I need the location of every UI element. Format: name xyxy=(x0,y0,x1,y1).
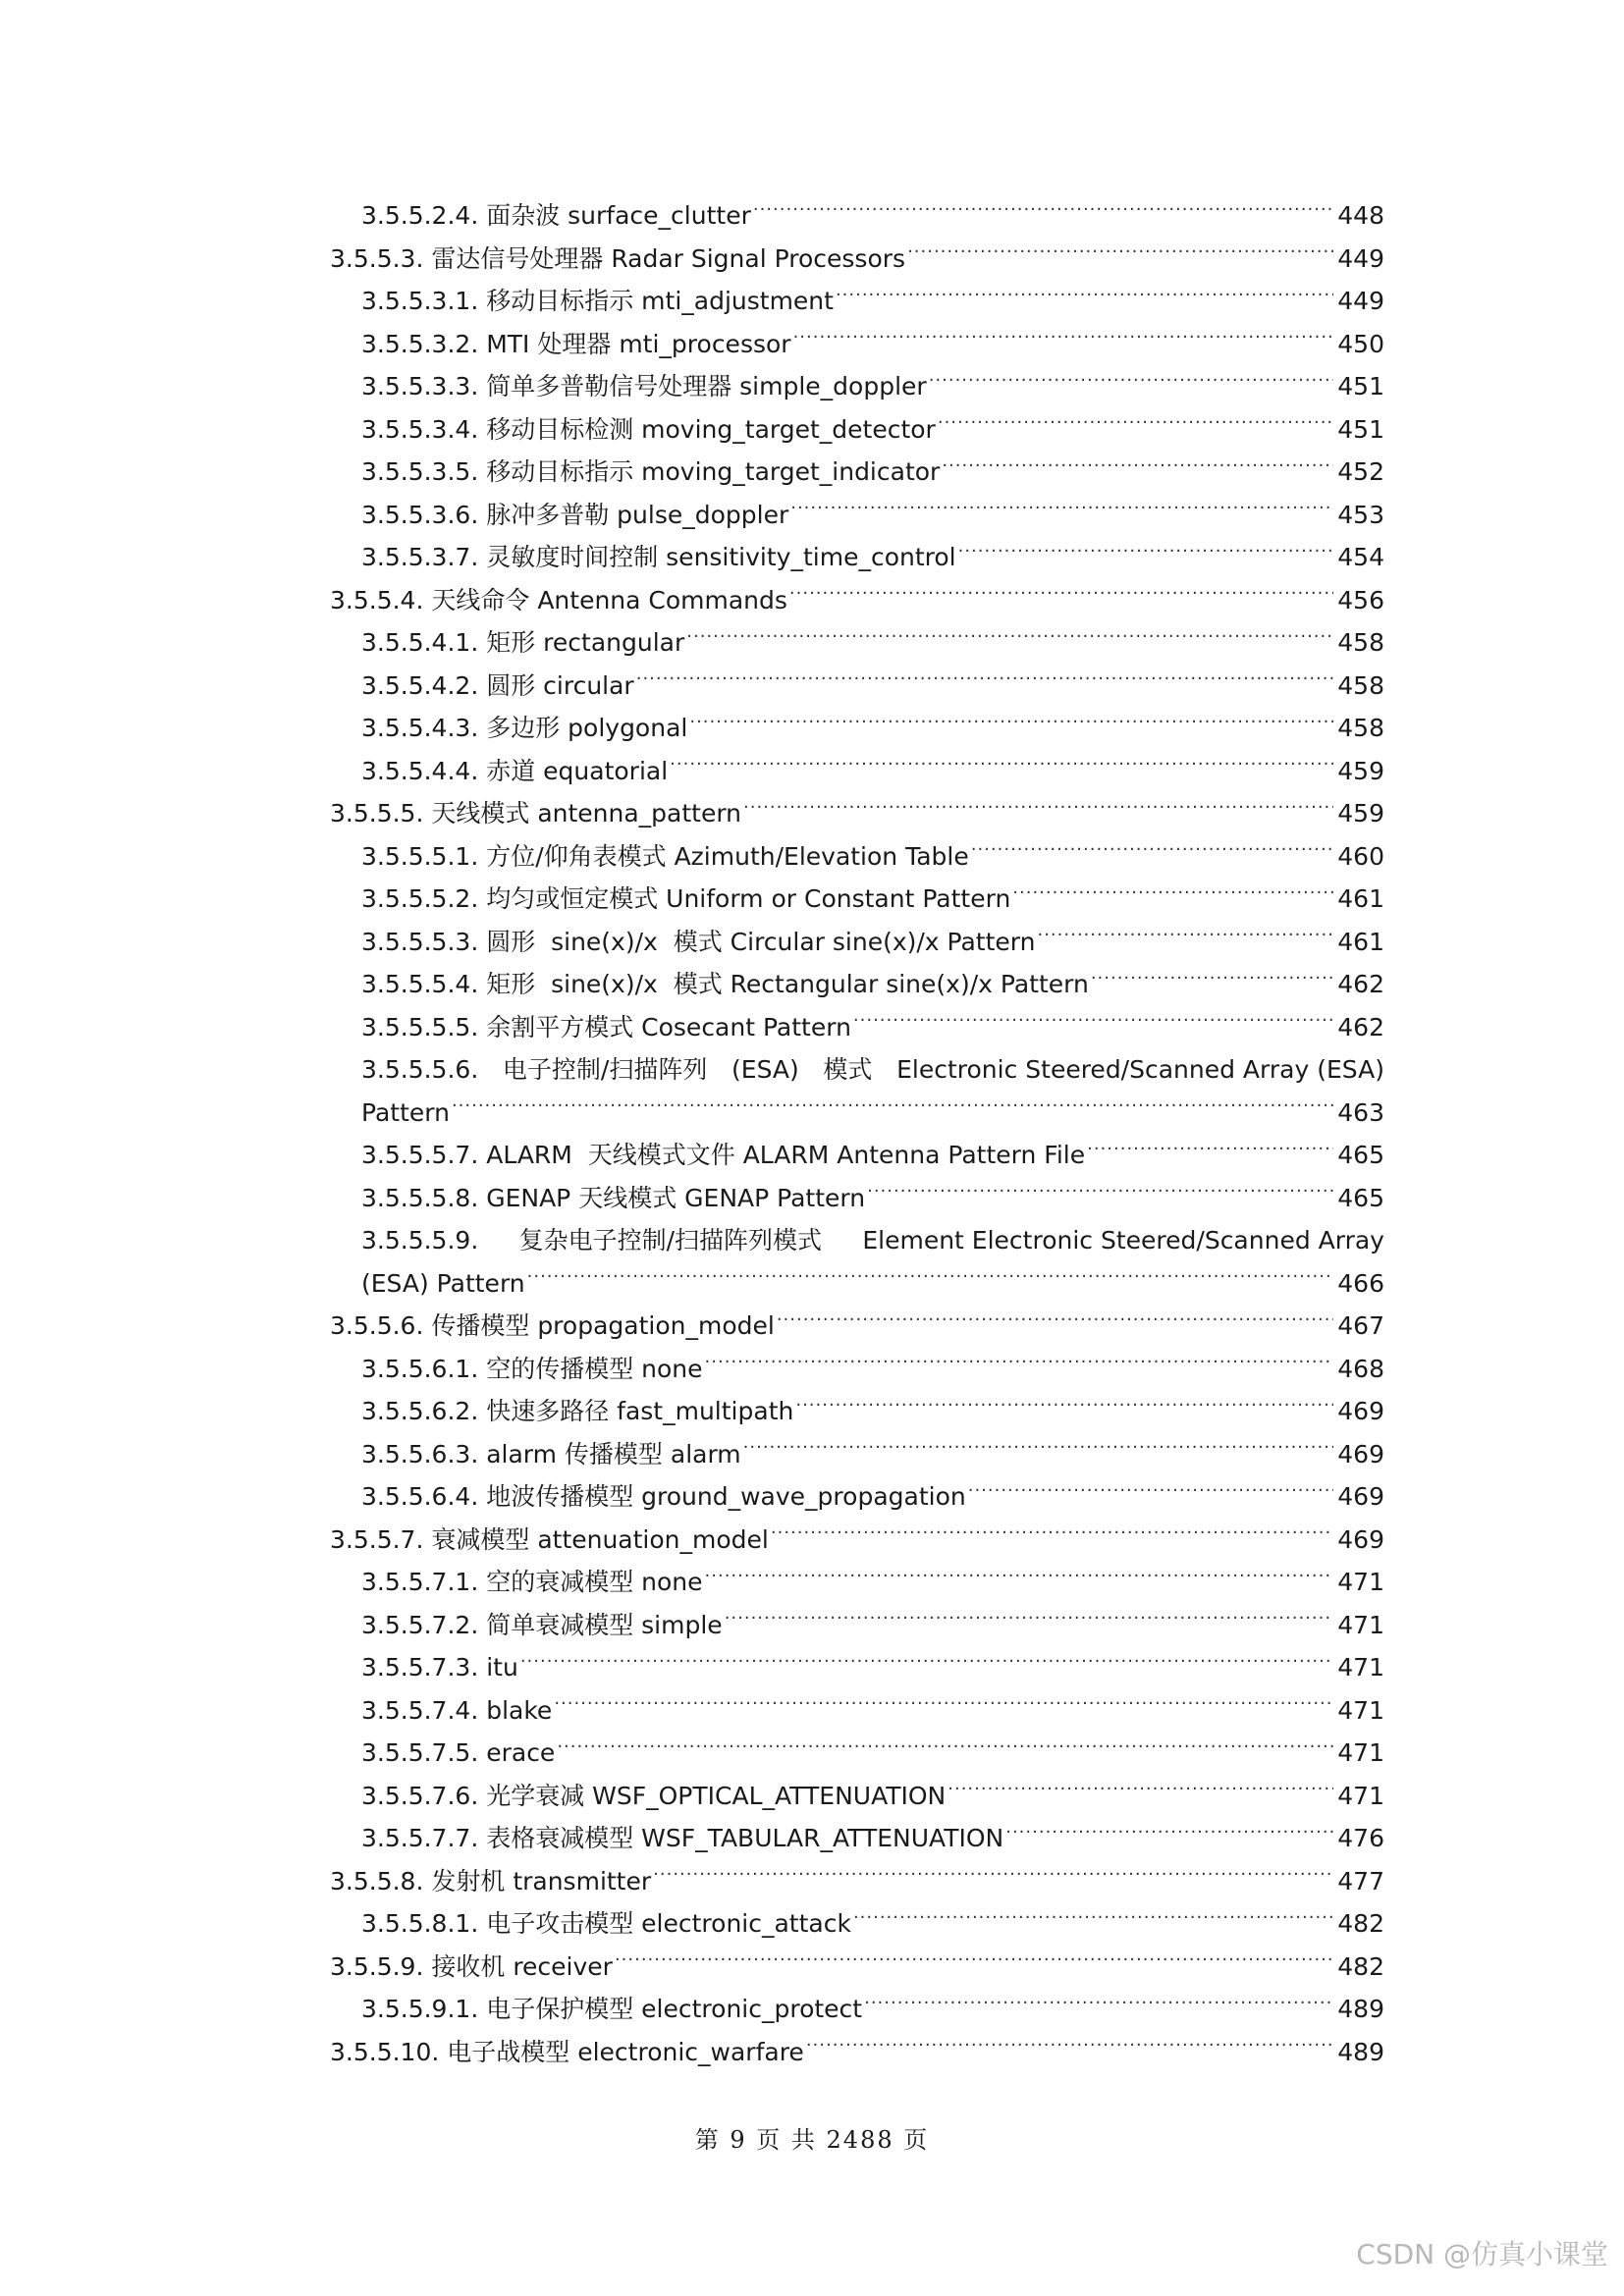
dot-leader xyxy=(853,1011,1333,1036)
dot-leader xyxy=(806,2036,1333,2060)
toc-entry-title xyxy=(361,323,793,366)
toc-entry-label-part: 模式 xyxy=(823,1055,873,1084)
toc-entry-page: 458 xyxy=(1337,670,1384,700)
toc-entry-page: 471 xyxy=(1337,1738,1384,1767)
toc-entry[interactable] xyxy=(330,280,1384,323)
dot-leader xyxy=(725,1609,1334,1633)
toc-entry-title xyxy=(330,1305,777,1348)
toc-entry-page: 471 xyxy=(1337,1695,1384,1725)
toc-entry-page: 469 xyxy=(1337,1439,1384,1468)
toc-entry[interactable] xyxy=(330,1561,1384,1604)
toc-entry-number: 3.5.5.3.5. xyxy=(361,457,479,486)
toc-entry-number: 3.5.5.9.1. xyxy=(361,1995,479,2023)
toc-entry-page: 489 xyxy=(1337,1995,1384,2023)
toc-entry-label: 矩形 sine(x)/x 模式 Rectangular sine(x)/x Pattern xyxy=(478,970,1089,998)
toc-entry-label: 简单衰减模型 simple xyxy=(478,1610,723,1639)
toc-entry-title xyxy=(330,238,907,281)
toc-entry-label: erace xyxy=(478,1738,556,1767)
toc-entry-number: 3.5.5.4. xyxy=(330,585,424,614)
toc-entry[interactable] xyxy=(330,1732,1384,1775)
toc-entry-title xyxy=(361,1604,725,1647)
toc-entry-title xyxy=(361,1561,705,1604)
toc-entry[interactable] xyxy=(330,194,1384,238)
toc-entry-label: 衰减模型 attenuation_model xyxy=(423,1524,769,1554)
toc-entry[interactable] xyxy=(330,1689,1384,1733)
toc-entry[interactable] xyxy=(330,1988,1384,2031)
toc-entry-page: 451 xyxy=(1337,372,1384,400)
toc-entry[interactable] xyxy=(330,1134,1384,1177)
toc-entry-page: 463 xyxy=(1337,1097,1384,1127)
toc-entry-label: GENAP 天线模式 GENAP Pattern xyxy=(478,1183,866,1212)
toc-entry[interactable] xyxy=(330,1646,1384,1689)
toc-entry-number: 3.5.5.7.7. xyxy=(361,1824,479,1852)
toc-entry-title xyxy=(330,792,743,835)
toc-entry[interactable] xyxy=(330,665,1384,708)
toc-entry[interactable] xyxy=(330,1177,1384,1220)
toc-entry-number: 3.5.5.3.7. xyxy=(361,543,479,571)
toc-entry-page: 449 xyxy=(1337,243,1384,273)
toc-entry[interactable] xyxy=(330,1006,1384,1049)
toc-entry-title xyxy=(361,665,636,708)
toc-entry-label: 脉冲多普勒 pulse_doppler xyxy=(478,500,789,529)
toc-entry-label: 天线命令 Antenna Commands xyxy=(423,585,787,614)
toc-entry-page: 471 xyxy=(1337,1610,1384,1639)
toc-entry-title xyxy=(361,878,1012,921)
toc-entry-number: 3.5.5.7.3. xyxy=(361,1653,479,1682)
toc-entry-page: 461 xyxy=(1337,927,1384,956)
dot-leader xyxy=(958,541,1334,565)
dot-leader xyxy=(929,370,1334,395)
dot-leader xyxy=(705,1353,1334,1377)
toc-entry-number: 3.5.5.5. xyxy=(330,799,424,828)
toc-entry[interactable] xyxy=(330,1305,1384,1348)
toc-entry[interactable] xyxy=(330,621,1384,665)
toc-entry-label: 简单多普勒信号处理器 simple_doppler xyxy=(478,372,927,400)
dot-leader xyxy=(1091,968,1333,992)
toc-entry-number: 3.5.5.8.1. xyxy=(361,1909,479,1938)
toc-entry-page: 469 xyxy=(1337,1524,1384,1554)
toc-entry-label-part: Element Electronic Steered/Scanned Array xyxy=(862,1226,1384,1255)
toc-entry-number: 3.5.5.2.4. xyxy=(361,201,479,230)
toc-entry-title xyxy=(361,280,836,323)
toc-entry-title xyxy=(361,1689,554,1733)
toc-entry[interactable] xyxy=(330,494,1384,537)
toc-entry-page: 450 xyxy=(1337,329,1384,358)
toc-entry-number: 3.5.5.7.1. xyxy=(361,1568,479,1596)
toc-entry-number: 3.5.5.7.5. xyxy=(361,1738,479,1767)
toc-entry-page: 469 xyxy=(1337,1397,1384,1425)
toc-entry-title xyxy=(361,707,689,750)
toc-entry-title xyxy=(361,1475,968,1519)
toc-entry-label: 光学衰减 WSF_OPTICAL_ATTENUATION xyxy=(478,1781,947,1810)
toc-entry-number: 3.5.5.7. xyxy=(330,1524,424,1554)
toc-entry[interactable] xyxy=(330,1946,1384,1989)
toc-entry-label: 电子保护模型 electronic_protect xyxy=(478,1995,863,2023)
toc-entry-page: 471 xyxy=(1337,1568,1384,1596)
toc-entry-label: 快速多路径 fast_multipath xyxy=(478,1397,794,1425)
toc-entry-number: 3.5.5.6. xyxy=(330,1311,424,1340)
toc-entry-label: 多边形 polygonal xyxy=(478,714,688,742)
toc-entry-title xyxy=(361,494,790,537)
toc-entry[interactable] xyxy=(330,1348,1384,1391)
toc-entry-title xyxy=(361,921,1037,964)
dot-leader xyxy=(615,1950,1333,1975)
toc-entry-title xyxy=(361,451,942,494)
toc-entry-page: 454 xyxy=(1337,543,1384,571)
toc-entry[interactable] xyxy=(330,1519,1384,1562)
toc-entry-number: 3.5.5.4.4. xyxy=(361,756,479,785)
toc-entry-page: 468 xyxy=(1337,1354,1384,1383)
toc-entry-number: 3.5.5.5.3. xyxy=(361,927,479,956)
toc-entry[interactable] xyxy=(330,707,1384,750)
dot-leader xyxy=(795,1395,1333,1419)
toc-entry-title xyxy=(361,536,958,579)
toc-entry-title xyxy=(361,750,670,793)
toc-entry-page: 459 xyxy=(1337,756,1384,785)
toc-entry[interactable] xyxy=(330,878,1384,921)
toc-entry-label: blake xyxy=(478,1695,553,1725)
toc-entry[interactable] xyxy=(330,1902,1384,1946)
toc-entry[interactable] xyxy=(330,451,1384,494)
toc-entry[interactable] xyxy=(330,1817,1384,1860)
dot-leader xyxy=(452,1096,1333,1121)
toc-entry-number: 3.5.5.5.5. xyxy=(361,1012,479,1041)
toc-entry-number: 3.5.5.5.2. xyxy=(361,884,479,913)
toc-entry[interactable] xyxy=(330,963,1384,1006)
toc-entry-page: 462 xyxy=(1337,1012,1384,1041)
toc-entry[interactable] xyxy=(330,1604,1384,1647)
toc-entry[interactable] xyxy=(330,1219,1384,1305)
dot-leader xyxy=(971,840,1334,865)
toc-entry-title xyxy=(330,2031,806,2074)
toc-entry-number: 3.5.5.4.2. xyxy=(361,670,479,700)
toc-entry-number: 3.5.5.7.6. xyxy=(361,1781,479,1810)
toc-entry-title xyxy=(330,579,789,622)
toc-entry-number: 3.5.5.6.3. xyxy=(361,1439,479,1468)
dot-leader xyxy=(947,1780,1333,1804)
dot-leader xyxy=(968,1480,1334,1505)
toc-entry-number: 3.5.5.6.2. xyxy=(361,1397,479,1425)
toc-entry[interactable] xyxy=(330,1048,1384,1134)
dot-leader xyxy=(653,1865,1333,1890)
toc-entry-page: 471 xyxy=(1337,1653,1384,1682)
toc-entry-page: 458 xyxy=(1337,628,1384,657)
toc-entry-label-part: 3.5.5.5.9. xyxy=(361,1226,479,1255)
toc-entry-number: 3.5.5.10. xyxy=(330,2037,440,2066)
dot-leader xyxy=(867,1182,1333,1206)
toc-entry-title xyxy=(361,1775,947,1818)
toc-entry-page: 462 xyxy=(1337,970,1384,998)
toc-entry[interactable] xyxy=(330,365,1384,408)
toc-entry-page: 476 xyxy=(1337,1824,1384,1852)
toc-entry-page: 489 xyxy=(1337,2037,1384,2066)
toc-entry-page: 461 xyxy=(1337,884,1384,913)
toc-entry-label: MTI 处理器 mti_processor xyxy=(478,329,791,358)
dot-leader xyxy=(554,1694,1333,1719)
toc-entry[interactable] xyxy=(330,750,1384,793)
toc-entry[interactable] xyxy=(330,792,1384,835)
dot-leader xyxy=(670,755,1333,779)
toc-entry-title xyxy=(361,1348,705,1391)
toc-entry-number: 3.5.5.6.1. xyxy=(361,1354,479,1383)
dot-leader xyxy=(557,1736,1333,1761)
toc-entry-title xyxy=(361,1817,1005,1860)
toc-entry-title xyxy=(361,1006,853,1049)
toc-entry-title xyxy=(361,194,753,238)
toc-entry-label: 移动目标指示 moving_target_indicator xyxy=(478,457,941,486)
toc-entry-title xyxy=(361,1177,867,1220)
toc-entry[interactable] xyxy=(330,408,1384,452)
dot-leader xyxy=(689,712,1333,736)
toc-entry-page: 477 xyxy=(1337,1866,1384,1896)
toc-entry-title xyxy=(330,1519,771,1562)
toc-entry-label: 均匀或恒定模式 Uniform or Constant Pattern xyxy=(478,884,1011,913)
toc-entry-label: itu xyxy=(478,1653,518,1682)
toc-entry-page: 466 xyxy=(1337,1268,1384,1298)
toc-entry[interactable] xyxy=(330,579,1384,622)
toc-entry-title xyxy=(361,1134,1087,1177)
toc-entry-title xyxy=(361,1988,864,2031)
toc-entry-number: 3.5.5.7.2. xyxy=(361,1610,479,1639)
toc-entry-number: 3.5.5.3.3. xyxy=(361,372,479,400)
dot-leader xyxy=(1087,1139,1333,1163)
toc-entry-number: 3.5.5.7.4. xyxy=(361,1695,479,1725)
table-of-contents xyxy=(330,194,1384,2073)
toc-entry-label: 赤道 equatorial xyxy=(478,756,669,785)
dot-leader xyxy=(686,626,1333,651)
toc-entry-label: 空的传播模型 none xyxy=(478,1354,703,1383)
dot-leader xyxy=(789,584,1333,609)
dot-leader xyxy=(777,1309,1333,1334)
toc-entry[interactable] xyxy=(330,1775,1384,1818)
toc-entry-label: 面杂波 surface_clutter xyxy=(478,201,751,230)
toc-entry-title xyxy=(361,1646,520,1689)
toc-entry-label: 天线模式 antenna_pattern xyxy=(423,799,742,828)
toc-entry-number: 3.5.5.5.4. xyxy=(361,970,479,998)
toc-entry-label: ALARM 天线模式文件 ALARM Antenna Pattern File xyxy=(478,1141,1086,1169)
toc-entry[interactable] xyxy=(330,238,1384,281)
toc-entry-title xyxy=(361,1390,795,1433)
toc-entry-page: 465 xyxy=(1337,1183,1384,1212)
toc-entry-label: 电子战模型 electronic_warfare xyxy=(439,2037,804,2066)
toc-entry[interactable] xyxy=(330,921,1384,964)
toc-entry[interactable] xyxy=(330,2031,1384,2074)
toc-entry-page: 453 xyxy=(1337,500,1384,529)
dot-leader xyxy=(743,797,1333,822)
toc-entry-title xyxy=(361,963,1091,1006)
dot-leader xyxy=(527,1267,1334,1292)
toc-entry[interactable] xyxy=(330,1390,1384,1433)
toc-entry-label: 雷达信号处理器 Radar Signal Processors xyxy=(423,243,906,273)
toc-entry-title xyxy=(330,1860,653,1903)
toc-entry-label: 接收机 receiver xyxy=(423,1951,613,1981)
toc-entry-page: 465 xyxy=(1337,1141,1384,1169)
toc-entry-label: alarm 传播模型 alarm xyxy=(478,1439,741,1468)
dot-leader xyxy=(705,1566,1334,1590)
toc-entry-page: 451 xyxy=(1337,414,1384,444)
toc-entry[interactable] xyxy=(330,323,1384,366)
toc-entry-page: 471 xyxy=(1337,1781,1384,1810)
dot-leader xyxy=(907,242,1333,267)
dot-leader xyxy=(743,1438,1334,1463)
page-footer: 第 9 页 共 2488 页 xyxy=(694,2126,930,2154)
toc-entry-page: 460 xyxy=(1337,841,1384,871)
dot-leader xyxy=(1012,882,1333,907)
toc-entry-number: 3.5.5.5.7. xyxy=(361,1141,479,1169)
dot-leader xyxy=(853,1907,1333,1932)
dot-leader xyxy=(938,413,1333,438)
toc-entry-number: 3.5.5.9. xyxy=(330,1951,424,1981)
toc-entry-number: 3.5.5.6.4. xyxy=(361,1482,479,1511)
toc-entry[interactable] xyxy=(330,835,1384,879)
dot-leader xyxy=(771,1523,1333,1548)
toc-entry-title xyxy=(361,621,686,665)
toc-entry-label-continued: (ESA) Pattern xyxy=(361,1268,525,1298)
toc-entry-number: 3.5.5.3.4. xyxy=(361,414,479,444)
dot-leader xyxy=(790,499,1333,523)
toc-entry-label: 传播模型 propagation_model xyxy=(423,1311,775,1340)
toc-entry-number: 3.5.5.3.6. xyxy=(361,500,479,529)
toc-entry-label-continued: Pattern xyxy=(361,1097,450,1127)
toc-entry-page: 456 xyxy=(1337,585,1384,614)
dot-leader xyxy=(793,328,1334,352)
toc-entry[interactable] xyxy=(330,1860,1384,1903)
toc-entry-number: 3.5.5.3. xyxy=(330,243,424,273)
toc-entry-label: 移动目标检测 moving_target_detector xyxy=(478,414,936,444)
toc-entry-label: 发射机 transmitter xyxy=(423,1866,652,1896)
csdn-watermark: CSDN @仿真小课堂 xyxy=(1356,2238,1608,2270)
toc-entry-title xyxy=(361,1902,853,1946)
toc-entry-label: 表格衰减模型 WSF_TABULAR_ATTENUATION xyxy=(478,1824,1004,1852)
dot-leader xyxy=(520,1651,1333,1676)
toc-entry-number: 3.5.5.5.8. xyxy=(361,1183,479,1212)
toc-entry-number: 3.5.5.3.2. xyxy=(361,329,479,358)
toc-entry-label-part: 复杂电子控制/扫描阵列模式 xyxy=(518,1226,823,1255)
toc-entry-page: 469 xyxy=(1337,1482,1384,1511)
toc-entry-title xyxy=(361,1732,557,1775)
toc-entry-page: 459 xyxy=(1337,799,1384,828)
toc-entry-page: 452 xyxy=(1337,457,1384,486)
toc-entry-label-part: Electronic Steered/Scanned Array (ESA) xyxy=(896,1055,1384,1084)
toc-entry-label: 电子攻击模型 electronic_attack xyxy=(478,1909,851,1938)
toc-entry-number: 3.5.5.4.1. xyxy=(361,628,479,657)
toc-entry-label: 灵敏度时间控制 sensitivity_time_control xyxy=(478,543,956,571)
toc-entry[interactable] xyxy=(330,1433,1384,1476)
toc-entry-label-part: 3.5.5.5.6. xyxy=(361,1055,479,1084)
toc-entry-label: 地波传播模型 ground_wave_propagation xyxy=(478,1482,966,1511)
toc-entry-label: 移动目标指示 mti_adjustment xyxy=(478,287,834,315)
toc-entry-label-part: (ESA) xyxy=(731,1055,799,1084)
dot-leader xyxy=(636,669,1334,694)
toc-entry-page: 482 xyxy=(1337,1951,1384,1981)
toc-entry-title xyxy=(361,835,971,879)
toc-entry-label: 矩形 rectangular xyxy=(478,628,685,657)
toc-entry-page: 449 xyxy=(1337,287,1384,315)
dot-leader xyxy=(836,285,1333,309)
toc-entry-label: 空的衰减模型 none xyxy=(478,1568,703,1596)
dot-leader xyxy=(1037,926,1333,950)
toc-entry-page: 448 xyxy=(1337,201,1384,230)
toc-entry-label: 方位/仰角表模式 Azimuth/Elevation Table xyxy=(478,841,969,871)
toc-entry[interactable] xyxy=(330,536,1384,579)
dot-leader xyxy=(753,199,1333,224)
toc-entry-title xyxy=(361,1433,743,1476)
toc-entry-label-part: 电子控制/扫描阵列 xyxy=(502,1055,708,1084)
toc-entry-number: 3.5.5.5.1. xyxy=(361,841,479,871)
toc-entry-title xyxy=(361,365,929,408)
toc-entry-label: 圆形 circular xyxy=(478,670,634,700)
toc-entry-title xyxy=(361,408,938,452)
toc-entry-number: 3.5.5.4.3. xyxy=(361,714,479,742)
toc-entry-label: 余割平方模式 Cosecant Pattern xyxy=(478,1012,851,1041)
toc-entry-number: 3.5.5.3.1. xyxy=(361,287,479,315)
toc-entry-page: 458 xyxy=(1337,714,1384,742)
toc-entry-page: 467 xyxy=(1337,1311,1384,1340)
toc-entry-label: 圆形 sine(x)/x 模式 Circular sine(x)/x Pattern xyxy=(478,927,1036,956)
dot-leader xyxy=(864,1993,1333,2017)
dot-leader xyxy=(942,455,1333,480)
dot-leader xyxy=(1005,1822,1333,1846)
toc-entry-page: 482 xyxy=(1337,1909,1384,1938)
toc-entry-title xyxy=(330,1946,615,1989)
toc-entry[interactable] xyxy=(330,1475,1384,1519)
toc-entry-number: 3.5.5.8. xyxy=(330,1866,424,1896)
